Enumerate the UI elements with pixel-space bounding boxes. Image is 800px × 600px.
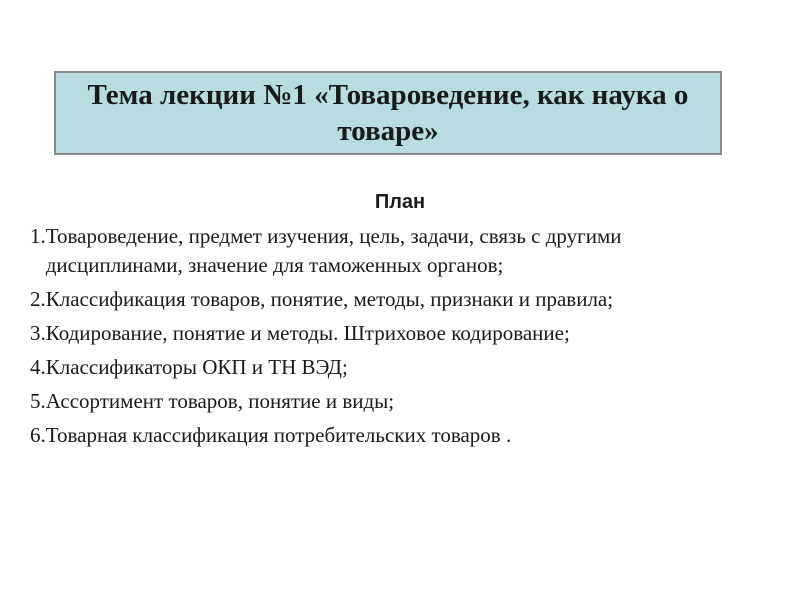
list-item-text: Товароведение, предмет изучения, цель, задачи, связь с другими дисциплинами, значение для таможенных органов; — [45, 224, 622, 277]
list-item — [30, 222, 730, 280]
list-item-text: Классификаторы ОКП и ТН ВЭД; — [45, 355, 348, 379]
list-item-number: 3. — [30, 321, 46, 345]
list-item-text: Товарная классификация потребительских товаров . — [45, 423, 512, 447]
list-item-text: Классификация товаров, понятие, методы, признаки и правила; — [45, 287, 614, 311]
list-item-number: 2. — [30, 287, 46, 311]
list-item-text: Кодирование, понятие и методы. Штриховое кодирование; — [45, 321, 570, 345]
slide-title: Тема лекции №1 «Товароведение, как наука о товаре» — [87, 79, 689, 147]
plan-heading: План — [374, 191, 426, 213]
list-item — [30, 319, 730, 348]
list-item — [30, 353, 730, 382]
plan-list — [30, 222, 730, 455]
list-item-number: 1. — [30, 224, 46, 248]
list-item-number: 6. — [30, 423, 46, 447]
list-item-number: 4. — [30, 355, 46, 379]
list-item — [30, 387, 730, 416]
list-item-text: Ассортимент товаров, понятие и виды; — [45, 389, 395, 413]
list-item-number: 5. — [30, 389, 46, 413]
title-box — [54, 71, 722, 155]
list-item — [30, 285, 730, 314]
list-item — [30, 421, 730, 450]
